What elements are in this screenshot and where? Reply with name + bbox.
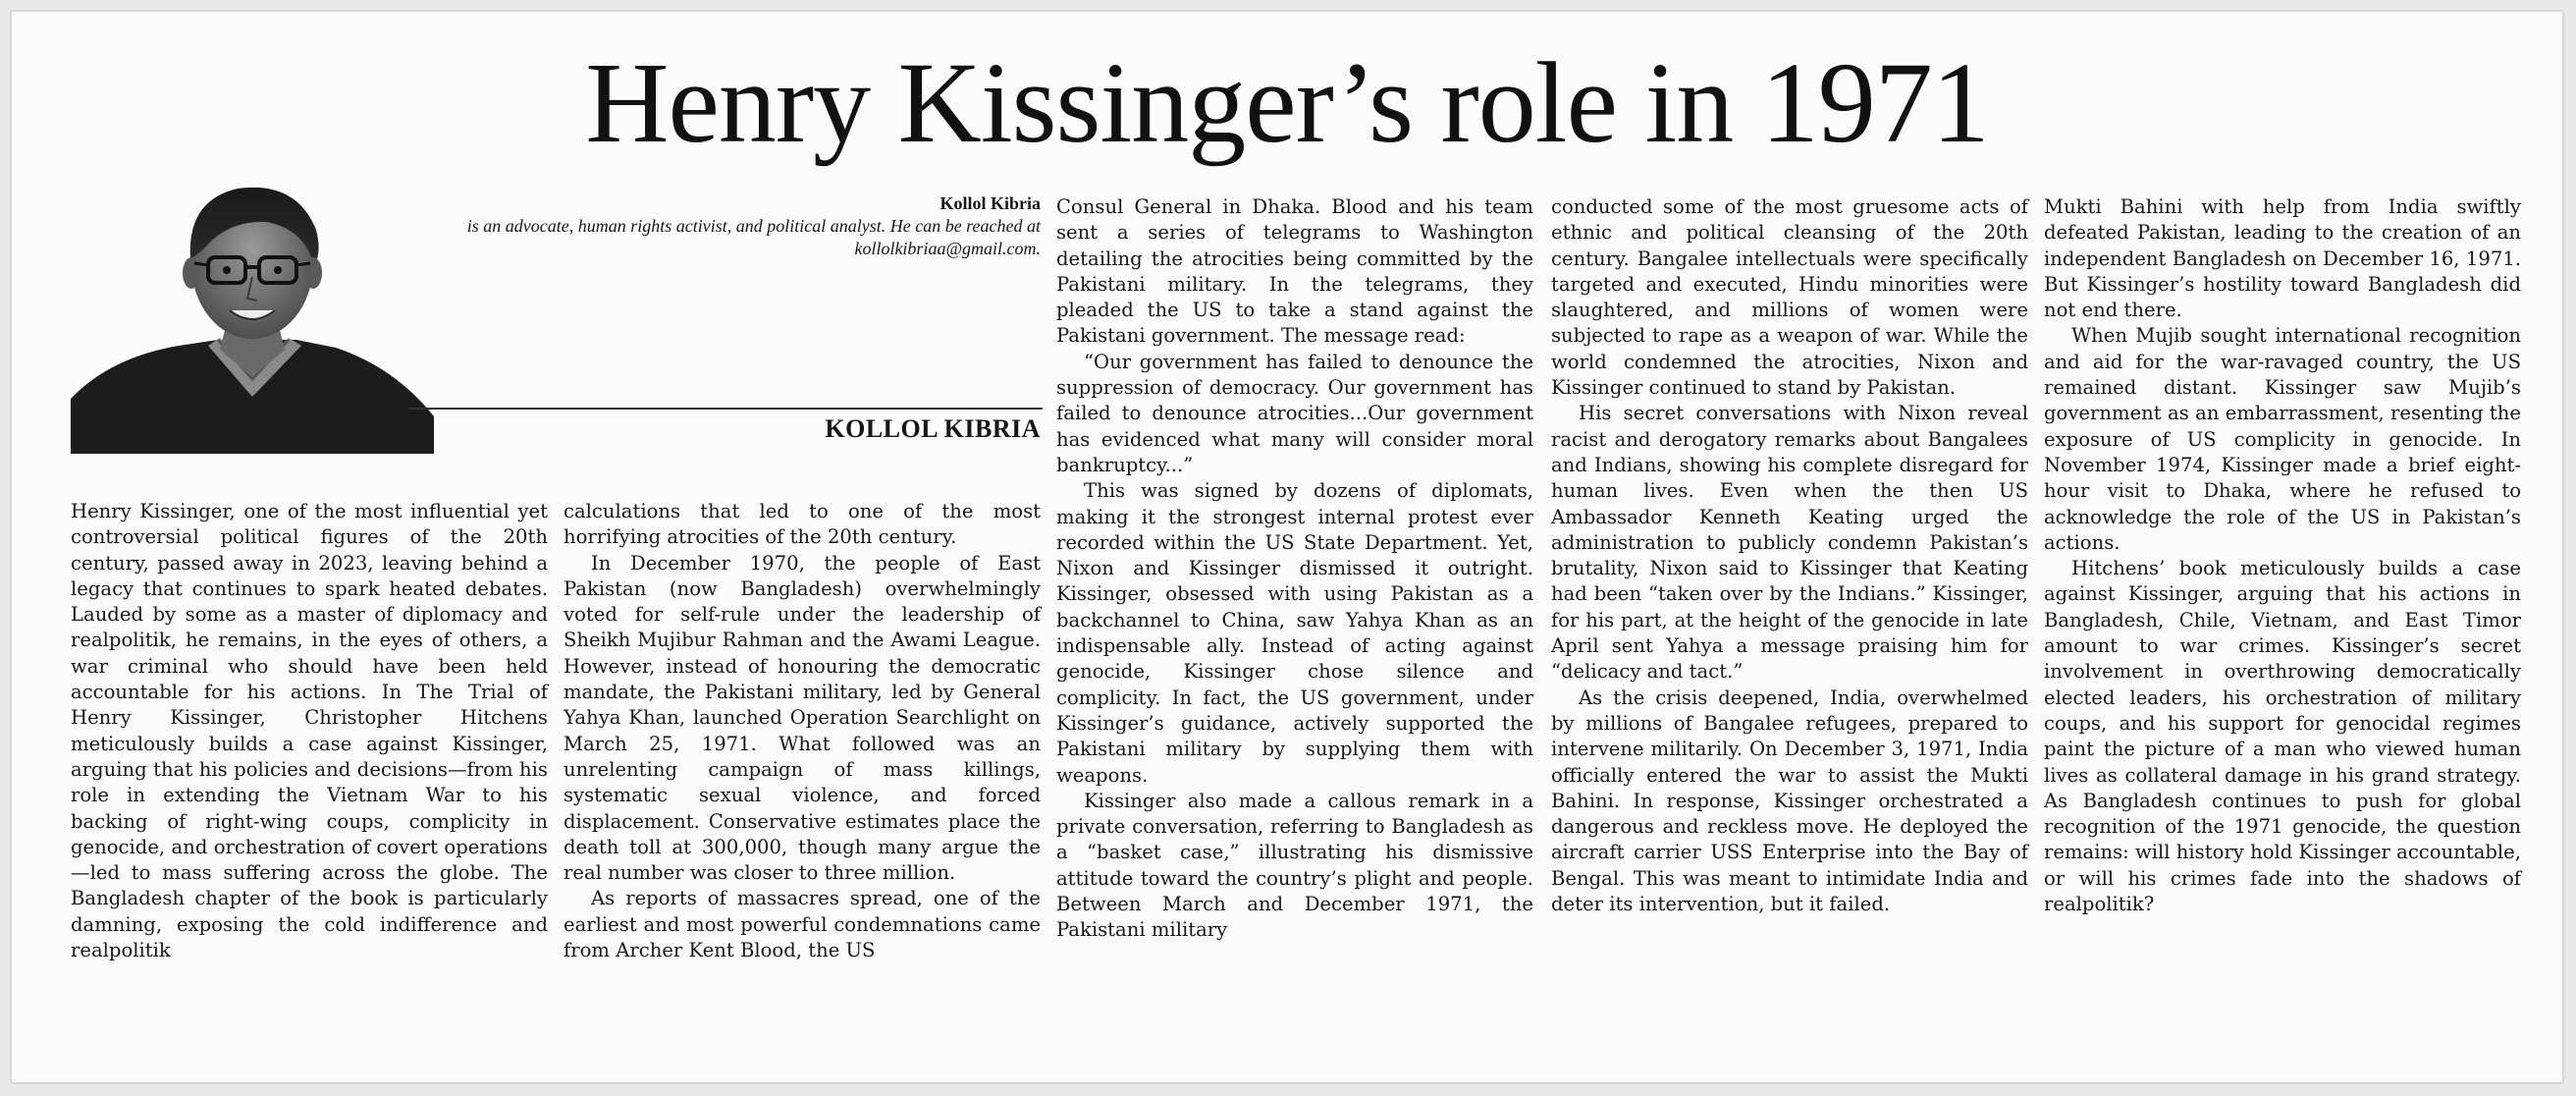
- paragraph: Kissinger also made a callous remark in a private conversation, referring to Bangladesh as a “basket case,” illustrating his dismissive attitude toward the country’s plight and people. Between March and December 1971, the Pakistani military: [1056, 789, 1533, 942]
- paragraph: conducted some of the most gruesome acts of ethnic and political cleansing of the 20th century. Bangalee intellectuals were specifically targeted and executed, Hindu minorities were slaughtered, and millions of women were subjected to rape as a weapon of war. While the world condemned the atrocities, Nixon and Kissinger continued to stand by Pakistan.: [1551, 195, 2028, 400]
- article-column-2: [564, 499, 1041, 963]
- newspaper-page: [10, 10, 2564, 1084]
- article-column-4: [1551, 194, 2028, 917]
- author-portrait-icon: [71, 171, 434, 454]
- paragraph: Consul General in Dhaka. Blood and his team sent a series of telegrams to Washington detailing the atrocities being committed by the Pakistani military. In the telegrams, they pleaded the US to take a stand against the Pakistani government. The message read:: [1056, 195, 1533, 348]
- article-column-1: [71, 499, 548, 963]
- paragraph: Mukti Bahini with help from India swiftly defeated Pakistan, leading to the creation of an independent Bangladesh on December 16, 1971. But Kissinger’s hostility toward Bangladesh did not end there.: [2044, 195, 2521, 322]
- paragraph: When Mujib sought international recognition and aid for the war-ravaged country, the US remained distant. Kissinger saw Mujib’s government as an embarrassment, resenting the exposure of US complicity in genocide. In November 1974, Kissinger made a brief eight-hour visit to Dhaka, where he refused to acknowledge the role of the US in Pakistan’s actions.: [2044, 324, 2521, 554]
- byline: KOLLOL KIBRIA: [825, 414, 1041, 443]
- paragraph: His secret conversations with Nixon reveal racist and derogatory remarks about Bangalees and Indians, showing his complete disregard for human lives. Even when the then US Ambassador Kenneth Keating urged the administration to publicly condemn Pakistan’s brutality, Nixon said to Kissinger that Keating had been “taken over by the Indians.” Kissinger, for his part, at the height of the genocide in late April sent Yahya a message praising him for “delicacy and tact.”: [1551, 402, 2028, 684]
- quote-paragraph: “Our government has failed to denounce the suppression of democracy. Our government has failed to denounce atrocities...Our government has evidenced what many will consider moral bankruptcy...”: [1056, 350, 1533, 476]
- paragraph: As reports of massacres spread, one of the earliest and most powerful condemnations came from Archer Kent Blood, the US: [564, 887, 1041, 962]
- author-name: Kollol Kibria: [939, 193, 1041, 213]
- paragraph: Hitchens’ book meticulously builds a case against Kissinger, arguing that his actions in Bangladesh, Chile, Vietnam, and East Timor amount to war crimes. Kissinger’s secret involvement in overthrowing democratically elected leaders, his orchestration of military coups, and his support for genocidal regimes paint the picture of a man who viewed human lives as collateral damage in his grand strategy. As Bangladesh continues to push for global recognition of the 1971 genocide, the question remains: will history hold Kissinger accountable, or will his crimes fade into the shadows of realpolitik?: [2044, 557, 2522, 916]
- paragraph: This was signed by dozens of diplomats, making it the strongest internal protest ever recorded within the US State Department. Yet, Nixon and Kissinger dismissed it outright. Kissinger, obsessed with using Pakistan as a backchannel to China, saw Yahya Khan as an indispensable ally. Instead of acting against genocide, Kissinger chose silence and complicity. In fact, the US government, under Kissinger’s guidance, actively supported the Pakistani military by supplying them with weapons.: [1056, 479, 1533, 787]
- author-photo: [71, 171, 434, 454]
- article-column-5: [2044, 194, 2521, 917]
- author-bio-text: is an advocate, human rights activist, and political analyst. He can be reached at kollolkibriaa@gmail.com.: [466, 216, 1041, 258]
- paragraph: calculations that led to one of the most horrifying atrocities of the 20th century.: [564, 500, 1041, 549]
- author-bio: [408, 192, 1041, 260]
- paragraph: In December 1970, the people of East Pakistan (now Bangladesh) overwhelmingly voted for self-rule under the leadership of Sheikh Mujibur Rahman and the Awami League. However, instead of honouring the democratic mandate, the Pakistani military, led by General Yahya Khan, launched Operation Searchlight on March 25, 1971. What followed was an unrelenting campaign of mass killings, systematic sexual violence, and forced displacement. Conservative estimates place the death toll at 300,000, though many argue the real number was closer to three million.: [564, 551, 1041, 885]
- paragraph: As the crisis deepened, India, overwhelmed by millions of Bangalee refugees, prepared to intervene militarily. On December 3, 1971, India officially entered the war to assist the Mukti Bahini. In response, Kissinger orchestrated a dangerous and reckless move. He deployed the aircraft carrier USS Enterprise into the Bay of Bengal. This was meant to intimidate India and deter its intervention, but it failed.: [1551, 685, 2028, 916]
- article-column-3: [1056, 194, 1533, 944]
- headline: Henry Kissinger’s role in 1971: [585, 38, 1989, 167]
- paragraph: Henry Kissinger, one of the most influential yet controversial political figures of the 20th century, passed away in 2023, leaving behind a legacy that continues to spark heated debates. Lauded by some as a master of diplomacy and realpolitik, he remains, in the eyes of others, a war criminal who should have been held accountable for his actions. In The Trial of Henry Kissinger, Christopher Hitchens meticulously builds a case against Kissinger, arguing that his policies and decisions—from his role in extending the Vietnam War to his backing of right-wing coups, complicity in genocide, and orchestration of covert operations—led to mass suffering across the globe. The Bangladesh chapter of the book is particularly damning, exposing the cold indifference and realpolitik: [71, 500, 548, 962]
- byline-rule: [408, 408, 1043, 410]
